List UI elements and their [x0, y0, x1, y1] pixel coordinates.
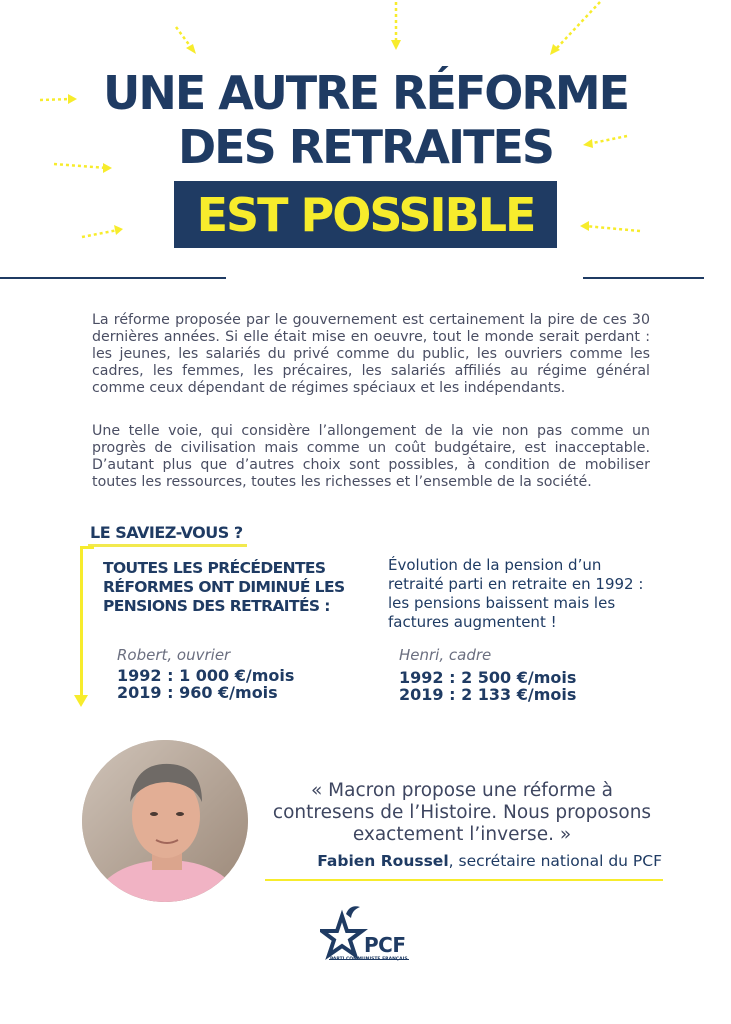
person1-pension-2019: 2019 : 960 €/mois [117, 683, 278, 702]
person2-pension-1992: 1992 : 2 500 €/mois [399, 668, 577, 687]
quote-text: « Macron propose une réforme à contresens de l’Histoire. Nous proposons exactement l’inverse. » [272, 780, 652, 845]
quote-author: Fabien Roussel [317, 852, 449, 870]
saviez-heading: LE SAVIEZ-VOUS ? [88, 522, 247, 547]
divider-left [0, 277, 226, 279]
signature-underline [265, 879, 663, 881]
quote-role: , secrétaire national du PCF [448, 852, 662, 870]
person2-pension-2019: 2019 : 2 133 €/mois [399, 685, 577, 704]
divider-right [583, 277, 704, 279]
person1-name: Robert, ouvrier [117, 646, 231, 664]
title-highlight: EST POSSIBLE [196, 187, 535, 242]
evolution-text: Évolution de la pension d’un retraité parti en retraite en 1992 : les pensions baissent mais les factures augmentent ! [388, 556, 644, 631]
down-arrow-line [80, 548, 83, 698]
title-line-2: DES RETRAITES [177, 120, 554, 174]
person2-name: Henri, cadre [399, 646, 492, 664]
portrait-photo [82, 740, 248, 902]
fact-title: TOUTES LES PRÉCÉDENTES RÉFORMES ONT DIMINUÉ LES PENSIONS DES RETRAITÉS : [103, 559, 345, 615]
title-line-1: UNE AUTRE RÉFORME [102, 66, 629, 120]
logo-text: PCF [364, 933, 406, 957]
pcf-logo [320, 904, 420, 966]
body-paragraph-2: Une telle voie, qui considère l’allongement de la vie non pas comme un progrès de civilisation mais comme un coût budgétaire, est inacceptable. D’autant plus que d’autres choix sont possibles, à condition de mobiliser toutes les ressources, toutes les richesses et l’ensemble de la société. [92, 423, 650, 490]
title-highlight-box [174, 181, 557, 248]
quote-signature [270, 852, 662, 870]
body-paragraph-1: La réforme proposée par le gouvernement est certainement la pire de ces 30 dernières années. Si elle était mise en oeuvre, tout le monde serait perdant : les jeunes, les salariés du privé comme du public, les ouvriers comme les cadres, les femmes, les précaires, les salariés affiliés au régime général comme ceux dépendant de régimes spéciaux et les indépendants. [92, 312, 650, 396]
person1-pension-1992: 1992 : 1 000 €/mois [117, 666, 295, 685]
down-arrow-icon [74, 695, 88, 707]
logo-subtitle: PARTI COMMUNISTE FRANÇAIS [330, 957, 408, 962]
